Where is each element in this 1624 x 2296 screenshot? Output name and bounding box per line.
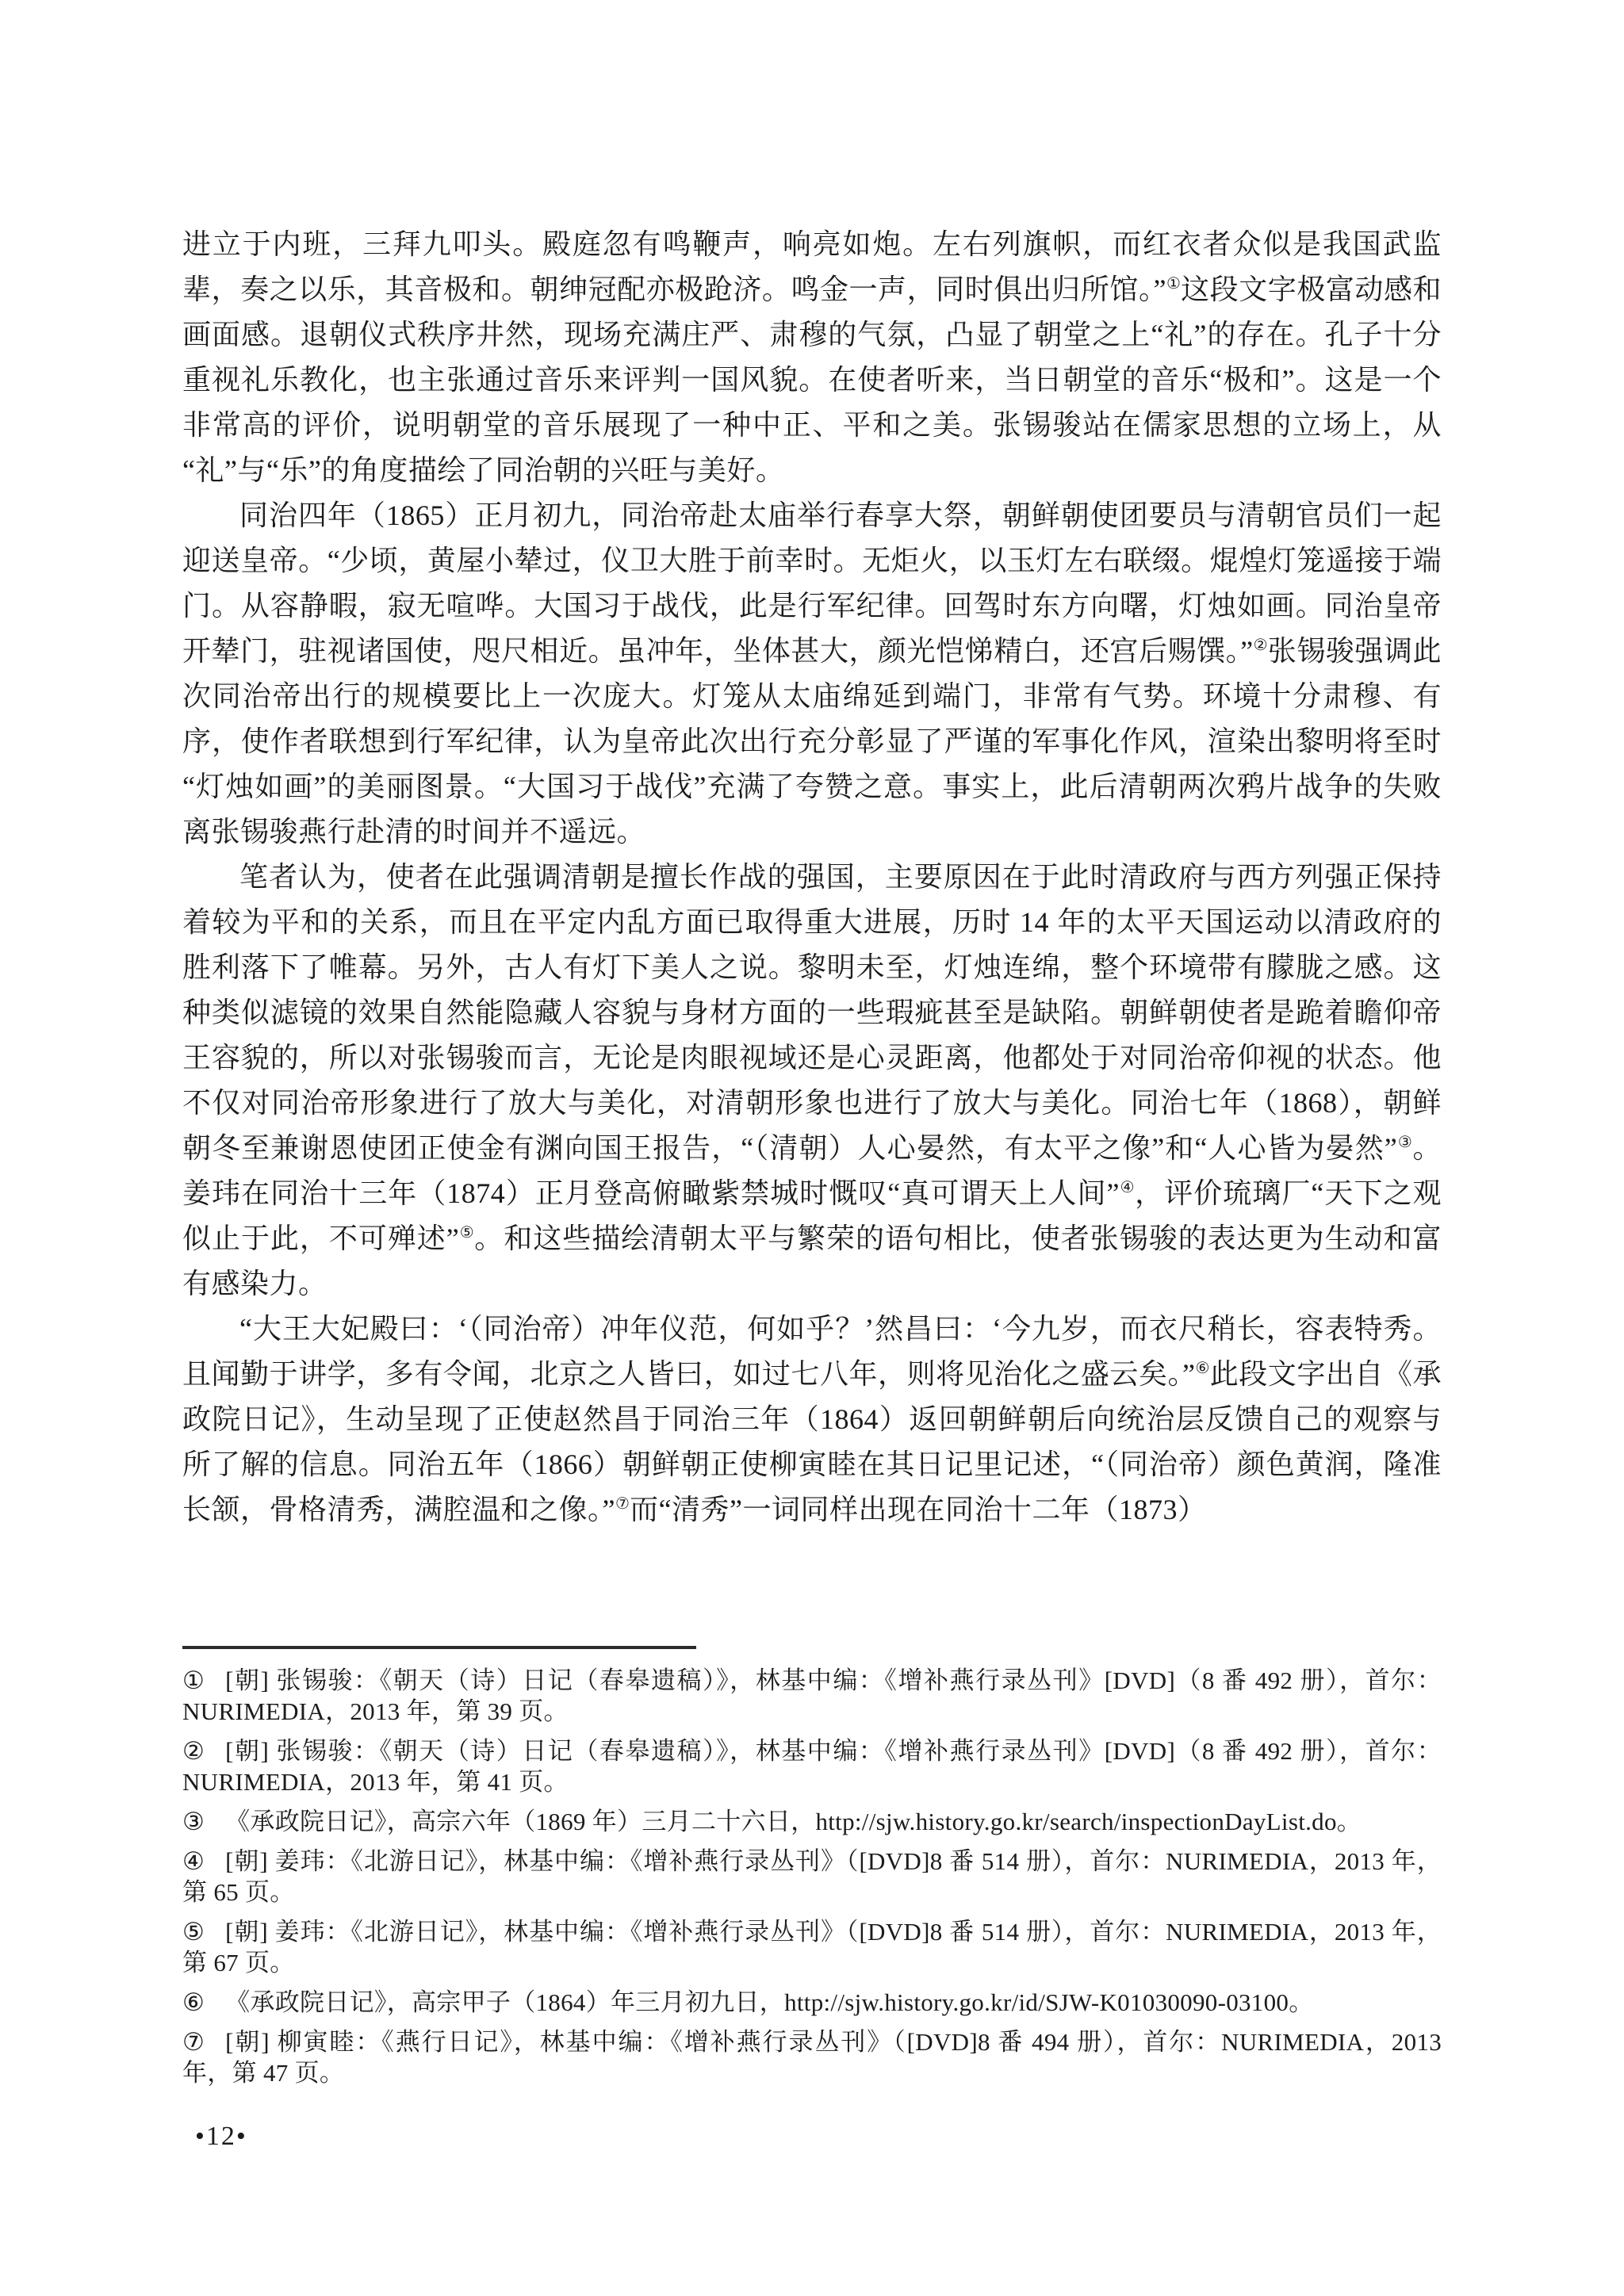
body-paragraph: 同治四年（1865）正月初九，同治帝赴太庙举行春享大祭，朝鲜朝使团要员与清朝官员们一起迎送皇帝。“少顷，黄屋小辇过，仪卫大胜于前幸时。无炬火，以玉灯左右联缀。焜煌灯笼遥接于端门。从容静暇，寂无喧哗。大国习于战伐，此是行军纪律。回驾时东方向曙，灯烛如画。同治皇帝开辇门，驻视诸国使，咫尺相近。虽冲年，坐体甚大，颜光恺悌精白，还宫后赐馔。”②张锡骏强调此次同治帝出行的规模要比上一次庞大。灯笼从太庙绵延到端门，非常有气势。环境十分肃穆、有序，使作者联想到行军纪律，认为皇帝此次出行充分彰显了严谨的军事化作风，渲染出黎明将至时“灯烛如画”的美丽图景。“大国习于战伐”充满了夸赞之意。事实上，此后清朝两次鸦片战争的失败离张锡骏燕行赴清的时间并不遥远。 [182, 499, 1442, 848]
footnote-text: [朝] 张锡骏：《朝天（诗）日记（春皋遗稿）》，林基中编：《增补燕行录丛刊》[DVD]（8 番 492 册），首尔：NURIMEDIA，2013 年，第 39 页。 [182, 1667, 1442, 1725]
footnote-text: 《承政院日记》，高宗六年（1869 年）三月二十六日，http://sjw.history.go.kr/search/inspectionDayList.do。 [225, 1808, 1362, 1835]
footnote-ref: ③ [1397, 1134, 1413, 1151]
footnote-list [182, 1665, 1442, 2097]
footnote-item [182, 1735, 1442, 1797]
footnote-ref: ⑥ [1195, 1360, 1210, 1377]
footnote-text: [朝] 柳寅睦：《燕行日记》，林基中编：《增补燕行录丛刊》（[DVD]8 番 494 册），首尔：NURIMEDIA，2013 年，第 47 页。 [182, 2028, 1442, 2087]
footnote-item [182, 2026, 1442, 2088]
footnote-text: [朝] 张锡骏：《朝天（诗）日记（春皋遗稿）》，林基中编：《增补燕行录丛刊》[DVD]（8 番 492 册），首尔：NURIMEDIA，2013 年，第 41 页。 [182, 1737, 1442, 1796]
footnote-marker: ⑥ [182, 1988, 205, 2016]
article-body [182, 222, 1442, 1533]
footnote-separator [182, 1646, 696, 1649]
page-number: •12• [195, 2122, 247, 2151]
footnote-text: [朝] 姜玮：《北游日记》，林基中编：《增补燕行录丛刊》（[DVD]8 番 514 册），首尔：NURIMEDIA，2013 年，第 65 页。 [182, 1847, 1442, 1906]
footnote-item [182, 1987, 1442, 2018]
footnote-ref: ② [1253, 637, 1268, 654]
body-paragraph: 笔者认为，使者在此强调清朝是擅长作战的强国，主要原因在于此时清政府与西方列强正保持着较为平和的关系，而且在平定内乱方面已取得重大进展，历时 14 年的太平天国运动以清政府的胜利落下了帷幕。另外，古人有灯下美人之说。黎明未至，灯烛连绵，整个环境带有朦胧之感。这种类似滤镜的效果自然能隐藏人容貌与身材方面的一些瑕疵甚至是缺陷。朝鲜朝使者是跪着瞻仰帝王容貌的，所以对张锡骏而言，无论是肉眼视域还是心灵距离，他都处于对同治帝仰视的状态。他不仅对同治帝形象进行了放大与美化，对清朝形象也进行了放大与美化。同治七年（1868），朝鲜朝冬至兼谢恩使团正使金有渊向国王报告，“（清朝）人心晏然，有太平之像”和“人心皆为晏然”③。姜玮在同治十三年（1874）正月登高俯瞰紫禁城时慨叹“真可谓天上人间”④，评价琉璃厂“天下之观似止于此，不可殚述”⑤。和这些描绘清朝太平与繁荣的语句相比，使者张锡骏的表达更为生动和富有感染力。 [182, 861, 1442, 1299]
footnote-marker: ⑤ [182, 1918, 205, 1946]
footnote-item [182, 1665, 1442, 1727]
body-paragraph: “大王大妃殿曰：‘（同治帝）冲年仪范，何如乎？’然昌曰：‘今九岁，而衣尺稍长，容表特秀。且闻勤于讲学，多有令闻，北京之人皆曰，如过七八年，则将见治化之盛云矣。”⑥此段文字出自《承政院日记》，生动呈现了正使赵然昌于同治三年（1864）返回朝鲜朝后向统治层反馈自己的观察与所了解的信息。同治五年（1866）朝鲜朝正使柳寅睦在其日记里记述，“（同治帝）颜色黄润，隆准长颔，骨格清秀，满腔温和之像。”⑦而“清秀”一词同样出现在同治十二年（1873） [182, 1313, 1442, 1525]
footnote-ref: ① [1166, 275, 1182, 293]
footnote-text: 《承政院日记》，高宗甲子（1864）年三月初九日，http://sjw.history.go.kr/id/SJW-K01030090-03100。 [225, 1988, 1314, 2016]
footnote-ref: ④ [1120, 1179, 1136, 1196]
footnote-text: [朝] 姜玮：《北游日记》，林基中编：《增补燕行录丛刊》（[DVD]8 番 514 册），首尔：NURIMEDIA，2013 年，第 67 页。 [182, 1918, 1442, 1976]
footnote-item [182, 1846, 1442, 1908]
body-paragraph: 进立于内班，三拜九叩头。殿庭忽有鸣鞭声，响亮如炮。左右列旗帜，而红衣者众似是我国武监辈，奏之以乐，其音极和。朝绅冠配亦极跄济。鸣金一声，同时俱出归所馆。”①这段文字极富动感和画面感。退朝仪式秩序井然，现场充满庄严、肃穆的气氛，凸显了朝堂之上“礼”的存在。孔子十分重视礼乐教化，也主张通过音乐来评判一国风貌。在使者听来，当日朝堂的音乐“极和”。这是一个非常高的评价，说明朝堂的音乐展现了一种中正、平和之美。张锡骏站在儒家思想的立场上，从“礼”与“乐”的角度描绘了同治朝的兴旺与美好。 [182, 228, 1442, 486]
footnote-marker: ② [182, 1737, 205, 1765]
footnote-marker: ⑦ [182, 2028, 205, 2056]
footnote-marker: ③ [182, 1808, 205, 1835]
footnote-item [182, 1916, 1442, 1978]
footnote-marker: ④ [182, 1847, 205, 1875]
footnote-ref: ⑤ [459, 1224, 475, 1242]
footnote-ref: ⑦ [615, 1495, 630, 1513]
footnote-marker: ① [182, 1667, 205, 1694]
footnote-item [182, 1806, 1442, 1837]
